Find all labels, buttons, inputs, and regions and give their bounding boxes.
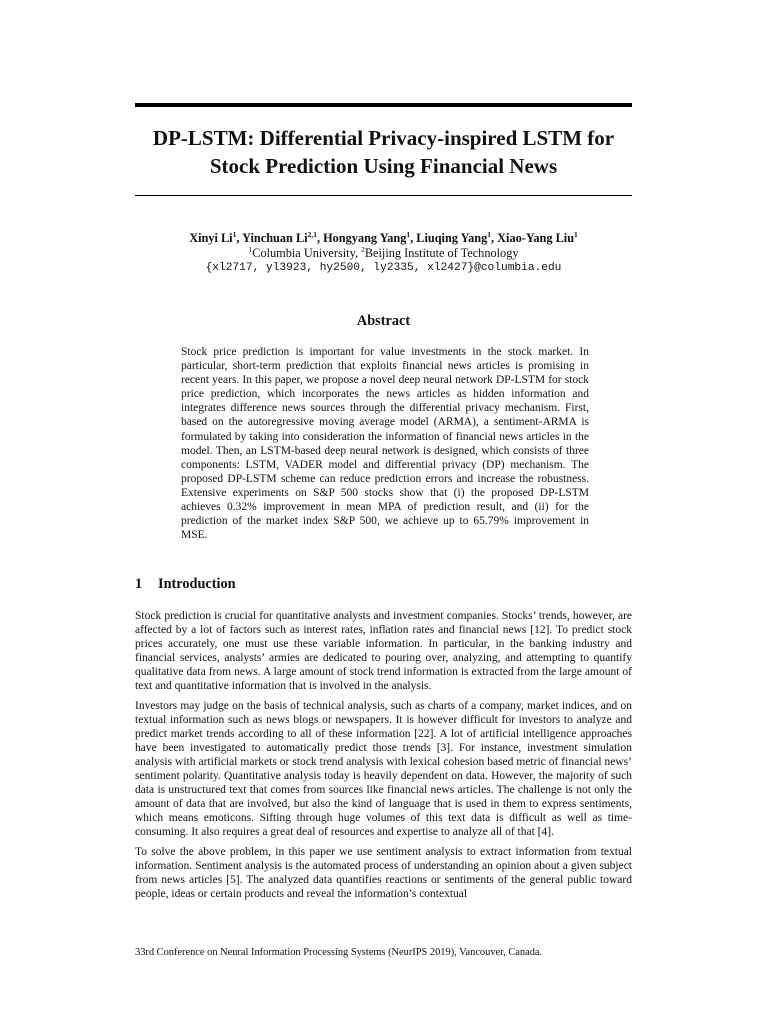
body-paragraph: Stock prediction is crucial for quantitative analysts and investment companies. Stocks’ trends, however, are affected by a lot of factors such as interest rates, inflation rates and financial news [12]. To predict stock prices accurately, one must use these variable information. In particular, in the banking industry and financial services, analysts’ armies are dedicated to pouring over, analyzing, and attempting to quantify qualitative data from news. A large amount of stock trend information is extracted from the large amount of text and quantitative information that is involved in the analysis. [135, 610, 632, 693]
paper-title: DP-LSTM: Differential Privacy-inspired LSTM for Stock Prediction Using Financial News [152, 126, 615, 178]
section-number: 1 [135, 576, 143, 592]
author-affiliation-mark: 2,1 [307, 229, 317, 239]
title-rule-bottom [135, 195, 632, 196]
author-name: Xiao-Yang Liu [497, 231, 575, 245]
affiliation-mark: 1 [248, 244, 253, 254]
affiliation-name: Beijing Institute of Technology [364, 246, 519, 260]
abstract-text: Stock price prediction is important for value investments in the stock market. In particular, short-term prediction that exploits financial news articles is promising in recent years. In this paper, we propose a novel deep neural network DP-LSTM for stock price prediction, which incorporates the news articles as hidden information and integrates difference news sources through the differential privacy mechanism. First, based on the autoregressive moving average model (ARMA), a sentiment-ARMA is formulated by taking into consideration the information of financial news articles in the model. Then, an LSTM-based deep neural network is designed, which consists of three components: LSTM, VADER model and differential privacy (DP) mechanism. The proposed DP-LSTM scheme can reduce prediction errors and increase the robustness. Extensive experiments on S&P 500 stocks show that (i) the proposed DP-LSTM achieves 0.32% improvement in mean MPA of prediction result, and (ii) for the prediction of the market index S&P 500, we achieve up to 65.79% improvement in MSE. [181, 346, 589, 542]
affiliation-mark: 2 [361, 244, 365, 254]
body-paragraph: To solve the above problem, in this paper we use sentiment analysis to extract information from textual information. Sentiment analysis is the automated process of understanding an opinion about a given subject from news articles [5]. The analyzed data quantifies reactions or sentiments of the general public toward people, ideas or certain products and reveal the information’s contextual [135, 845, 632, 900]
author-emails: {xl2717, yl3923, hy2500, ly2335, xl2427}@columbia.edu [205, 262, 562, 274]
author-affiliation-mark: 1 [487, 229, 491, 239]
conference-footnote: 33rd Conference on Neural Information Processing Systems (NeurIPS 2019), Vancouver, Canada. [135, 947, 543, 958]
author-affiliations: $^1$Columbia University, $^2$Beijing Institute of Technology [248, 244, 519, 260]
affiliation-name: Columbia University [252, 246, 355, 260]
author-name: Xinyi Li [189, 231, 233, 245]
introduction-body [135, 609, 632, 906]
author-name: Yinchuan Li [242, 231, 308, 245]
author-affiliation-mark: 1 [232, 229, 237, 239]
author-name: Hongyang Yang [323, 231, 407, 245]
author-affiliation-mark: 1 [574, 229, 578, 239]
section-title: Introduction [158, 576, 236, 592]
author-block [135, 231, 632, 276]
author-name: Liuqing Yang [416, 231, 488, 245]
author-names: Xinyi Li$^1$, Yinchuan Li$^{2,1}$, Hongyang Yang$^1$, Liuqing Yang$^1$, Xiao-Yang Liu$^1$ [189, 229, 578, 245]
section-heading [135, 575, 632, 593]
author-affiliation-mark: 1 [406, 229, 411, 239]
title-rule-top [135, 103, 632, 107]
abstract-heading: Abstract [356, 313, 411, 329]
body-paragraph: Investors may judge on the basis of technical analysis, such as charts of a company, market indices, and on textual information such as news blogs or newspapers. It is however difficult for investors to analyze and predict market trends according to all of these information [22]. A lot of artificial intelligence approaches have been investigated to automatically predict those trends [3]. For instance, investment simulation analysis with artificial markets or stock trend analysis with lexical cohesion based metric of financial news’ sentiment polarity. Quantitative analysis today is heavily dependent on data. However, the majority of such data is unstructured text that comes from sources like financial news articles. The challenge is not only the amount of data that are involved, but also the kind of language that is used in them to express sentiments, which means emoticons. Sifting through huge volumes of this text data is difficult as well as time-consuming. It also requires a great deal of resources and expertise to analyze all of that [4]. [135, 699, 632, 839]
